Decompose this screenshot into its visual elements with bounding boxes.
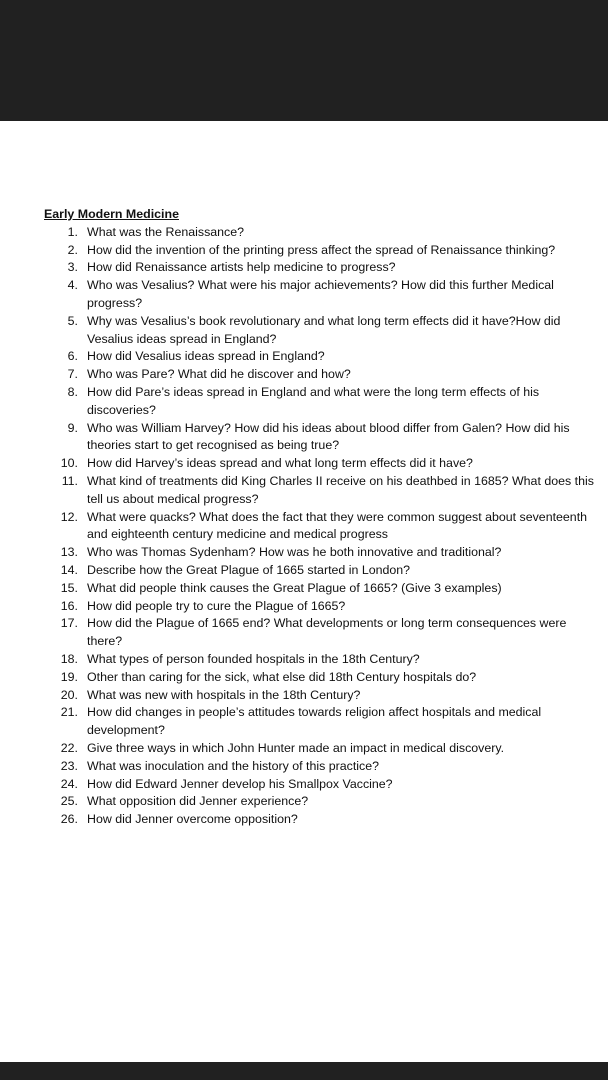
document-page[interactable] bbox=[0, 121, 608, 1062]
item-text: What were quacks? What does the fact that they were common suggest about seventeenth and eighteenth century medicine and medical progress bbox=[87, 509, 588, 542]
list-item bbox=[44, 242, 604, 260]
item-text: How did Pare’s ideas spread in England and what were the long term effects of his discoveries? bbox=[87, 384, 540, 417]
document-content bbox=[44, 206, 604, 829]
item-text: What was new with hospitals in the 18th Century? bbox=[87, 687, 361, 702]
item-text: What opposition did Jenner experience? bbox=[87, 794, 309, 809]
list-item bbox=[44, 651, 604, 669]
item-number: 22. bbox=[60, 740, 78, 755]
item-number: 7. bbox=[67, 367, 78, 382]
item-text: How did Renaissance artists help medicine to progress? bbox=[87, 260, 396, 275]
list-item bbox=[44, 687, 604, 705]
list-item bbox=[44, 598, 604, 616]
list-item bbox=[44, 420, 604, 456]
item-text: How did Jenner overcome opposition? bbox=[87, 812, 298, 827]
item-number: 9. bbox=[67, 420, 78, 435]
item-number: 6. bbox=[67, 349, 78, 364]
list-item bbox=[44, 580, 604, 598]
bottom-dark-bar bbox=[0, 1062, 608, 1080]
item-number: 14. bbox=[60, 562, 78, 577]
item-number: 10. bbox=[60, 456, 78, 471]
item-number: 8. bbox=[67, 384, 78, 399]
item-text: Who was William Harvey? How did his ideas about blood differ from Galen? How did his theories start to get recognised as being true? bbox=[87, 420, 570, 453]
list-item bbox=[44, 562, 604, 580]
list-item bbox=[44, 811, 604, 829]
list-item bbox=[44, 615, 604, 651]
item-number: 2. bbox=[67, 242, 78, 257]
question-list bbox=[44, 224, 604, 829]
list-item bbox=[44, 776, 604, 794]
item-number: 16. bbox=[60, 598, 78, 613]
item-text: How did people try to cure the Plague of 1665? bbox=[87, 598, 346, 613]
list-item bbox=[44, 740, 604, 758]
item-number: 15. bbox=[60, 580, 78, 595]
item-text: What was the Renaissance? bbox=[87, 224, 245, 239]
item-text: How did the Plague of 1665 end? What developments or long term consequences were there? bbox=[87, 616, 567, 649]
list-item bbox=[44, 473, 604, 509]
item-number: 21. bbox=[60, 705, 78, 720]
item-text: How did Vesalius ideas spread in England? bbox=[87, 349, 325, 364]
item-text: How did the invention of the printing press affect the spread of Renaissance thinking? bbox=[87, 242, 556, 257]
item-number: 18. bbox=[60, 651, 78, 666]
item-number: 17. bbox=[60, 616, 78, 631]
list-item bbox=[44, 277, 604, 313]
item-number: 5. bbox=[67, 313, 78, 328]
item-text: What types of person founded hospitals in the 18th Century? bbox=[87, 651, 420, 666]
item-number: 25. bbox=[60, 794, 78, 809]
item-text: How did Harvey’s ideas spread and what long term effects did it have? bbox=[87, 456, 473, 471]
item-text: What kind of treatments did King Charles II receive on his deathbed in 1685? What does this tell us about medical progress? bbox=[87, 473, 594, 506]
item-number: 24. bbox=[60, 776, 78, 791]
item-text: How did changes in people’s attitudes towards religion affect hospitals and medical development? bbox=[87, 705, 542, 738]
list-item bbox=[44, 384, 604, 420]
item-number: 23. bbox=[60, 758, 78, 773]
item-number: 12. bbox=[60, 509, 78, 524]
item-number: 3. bbox=[67, 260, 78, 275]
list-item bbox=[44, 509, 604, 545]
list-item bbox=[44, 313, 604, 349]
list-item bbox=[44, 704, 604, 740]
item-text: Who was Vesalius? What were his major achievements? How did this further Medical progress? bbox=[87, 278, 554, 310]
item-text: Why was Vesalius’s book revolutionary and what long term effects did it have?How did Vesalius ideas spread in England? bbox=[87, 313, 561, 346]
list-item bbox=[44, 366, 604, 384]
list-item bbox=[44, 758, 604, 776]
list-item bbox=[44, 455, 604, 473]
item-text: What was inoculation and the history of this practice? bbox=[87, 758, 380, 773]
top-dark-bar bbox=[0, 0, 608, 121]
item-text: Other than caring for the sick, what else did 18th Century hospitals do? bbox=[87, 669, 477, 684]
item-number: 1. bbox=[67, 224, 78, 239]
document-title: Early Modern Medicine bbox=[44, 207, 179, 221]
list-item bbox=[44, 259, 604, 277]
list-item bbox=[44, 544, 604, 562]
item-text: Give three ways in which John Hunter made an impact in medical discovery. bbox=[87, 740, 505, 755]
item-number: 11. bbox=[61, 473, 78, 488]
item-number: 19. bbox=[60, 669, 78, 684]
item-number: 20. bbox=[60, 687, 78, 702]
item-text: How did Edward Jenner develop his Smallpox Vaccine? bbox=[87, 776, 393, 791]
list-item bbox=[44, 669, 604, 687]
item-text: What did people think causes the Great Plague of 1665? (Give 3 examples) bbox=[87, 580, 502, 595]
item-number: 4. bbox=[67, 278, 78, 293]
item-text: Describe how the Great Plague of 1665 started in London? bbox=[87, 562, 411, 577]
item-text: Who was Thomas Sydenham? How was he both innovative and traditional? bbox=[87, 545, 502, 560]
item-number: 26. bbox=[60, 812, 78, 827]
item-number: 13. bbox=[60, 545, 78, 560]
list-item bbox=[44, 348, 604, 366]
item-text: Who was Pare? What did he discover and how? bbox=[87, 367, 351, 382]
list-item bbox=[44, 793, 604, 811]
list-item bbox=[44, 224, 604, 242]
